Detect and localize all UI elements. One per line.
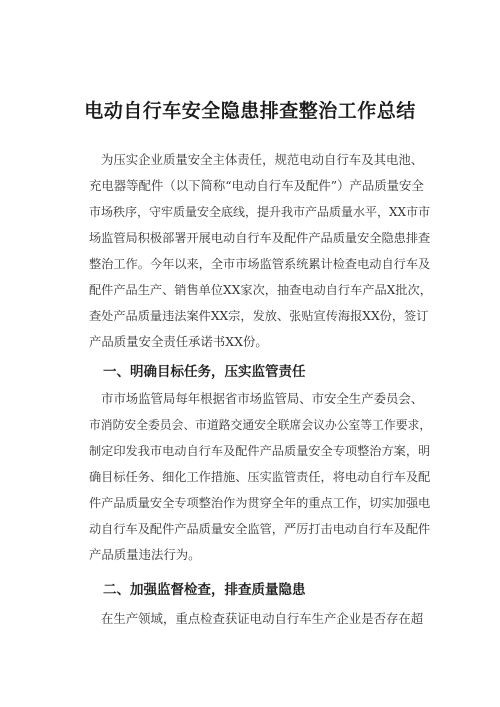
section-heading-1: 一、明确目标任务，压实监管责任: [103, 364, 306, 380]
paragraph-line: 确目标任务、细化工作措施、压实监管责任，将电动自行车及配: [89, 470, 431, 484]
document-title: 电动自行车安全隐患排查整治工作总结: [84, 100, 416, 122]
paragraph-line: 市市场监管局每年根据省市场监管局、市安全生产委员会、: [101, 391, 424, 406]
intro-paragraph: [89, 147, 433, 355]
paragraph-line: 件产品质量安全专项整治作为贯穿全年的重点工作，切实加强电: [89, 496, 431, 510]
paragraph-line: 市消防安全委员会、市道路交通安全联席会议办公室等工作要求，: [89, 418, 432, 432]
section-2-paragraph: [89, 606, 433, 632]
paragraph-line: 充电器等配件（以下简称“电动自行车及配件”）产品质量安全: [89, 178, 424, 193]
paragraph-line: 动自行车及配件产品质量安全监管，严厉打击电动自行车及配件: [89, 522, 431, 536]
paragraph-line: 查处产品质量违法案件XX宗，发放、张贴宣传海报XX份，签订: [89, 309, 429, 323]
paragraph-line: 产品质量安全责任承诺书XX份。: [89, 334, 268, 349]
paragraph-line: 制定印发我市电动自行车及配件产品质量安全专项整治方案，明: [89, 444, 431, 458]
section-heading-2: 二、加强监督检查，排查质量隐患: [103, 582, 306, 598]
paragraph-line: 整治工作。今年以来，全市市场监管系统累计检查电动自行车及: [89, 257, 431, 271]
paragraph-line: 在生产领域，重点检查获证电动自行车生产企业是否存在超: [101, 611, 424, 626]
paragraph-line: 市场秩序，守牢质量安全底线，提升我市产品质量水平，XX市市: [89, 205, 431, 219]
paragraph-line: 为压实企业质量安全主体责任，规范电动自行车及其电池、: [101, 152, 424, 167]
section-1-paragraph: [89, 386, 433, 568]
paragraph-line: 场监管局积极部署开展电动自行车及配件产品质量安全隐患排查: [89, 231, 431, 245]
paragraph-line: 配件产品生产、销售单位XX家次，抽查电动自行车产品X批次，: [89, 283, 432, 297]
paragraph-line: 产品质量违法行为。: [89, 547, 201, 562]
